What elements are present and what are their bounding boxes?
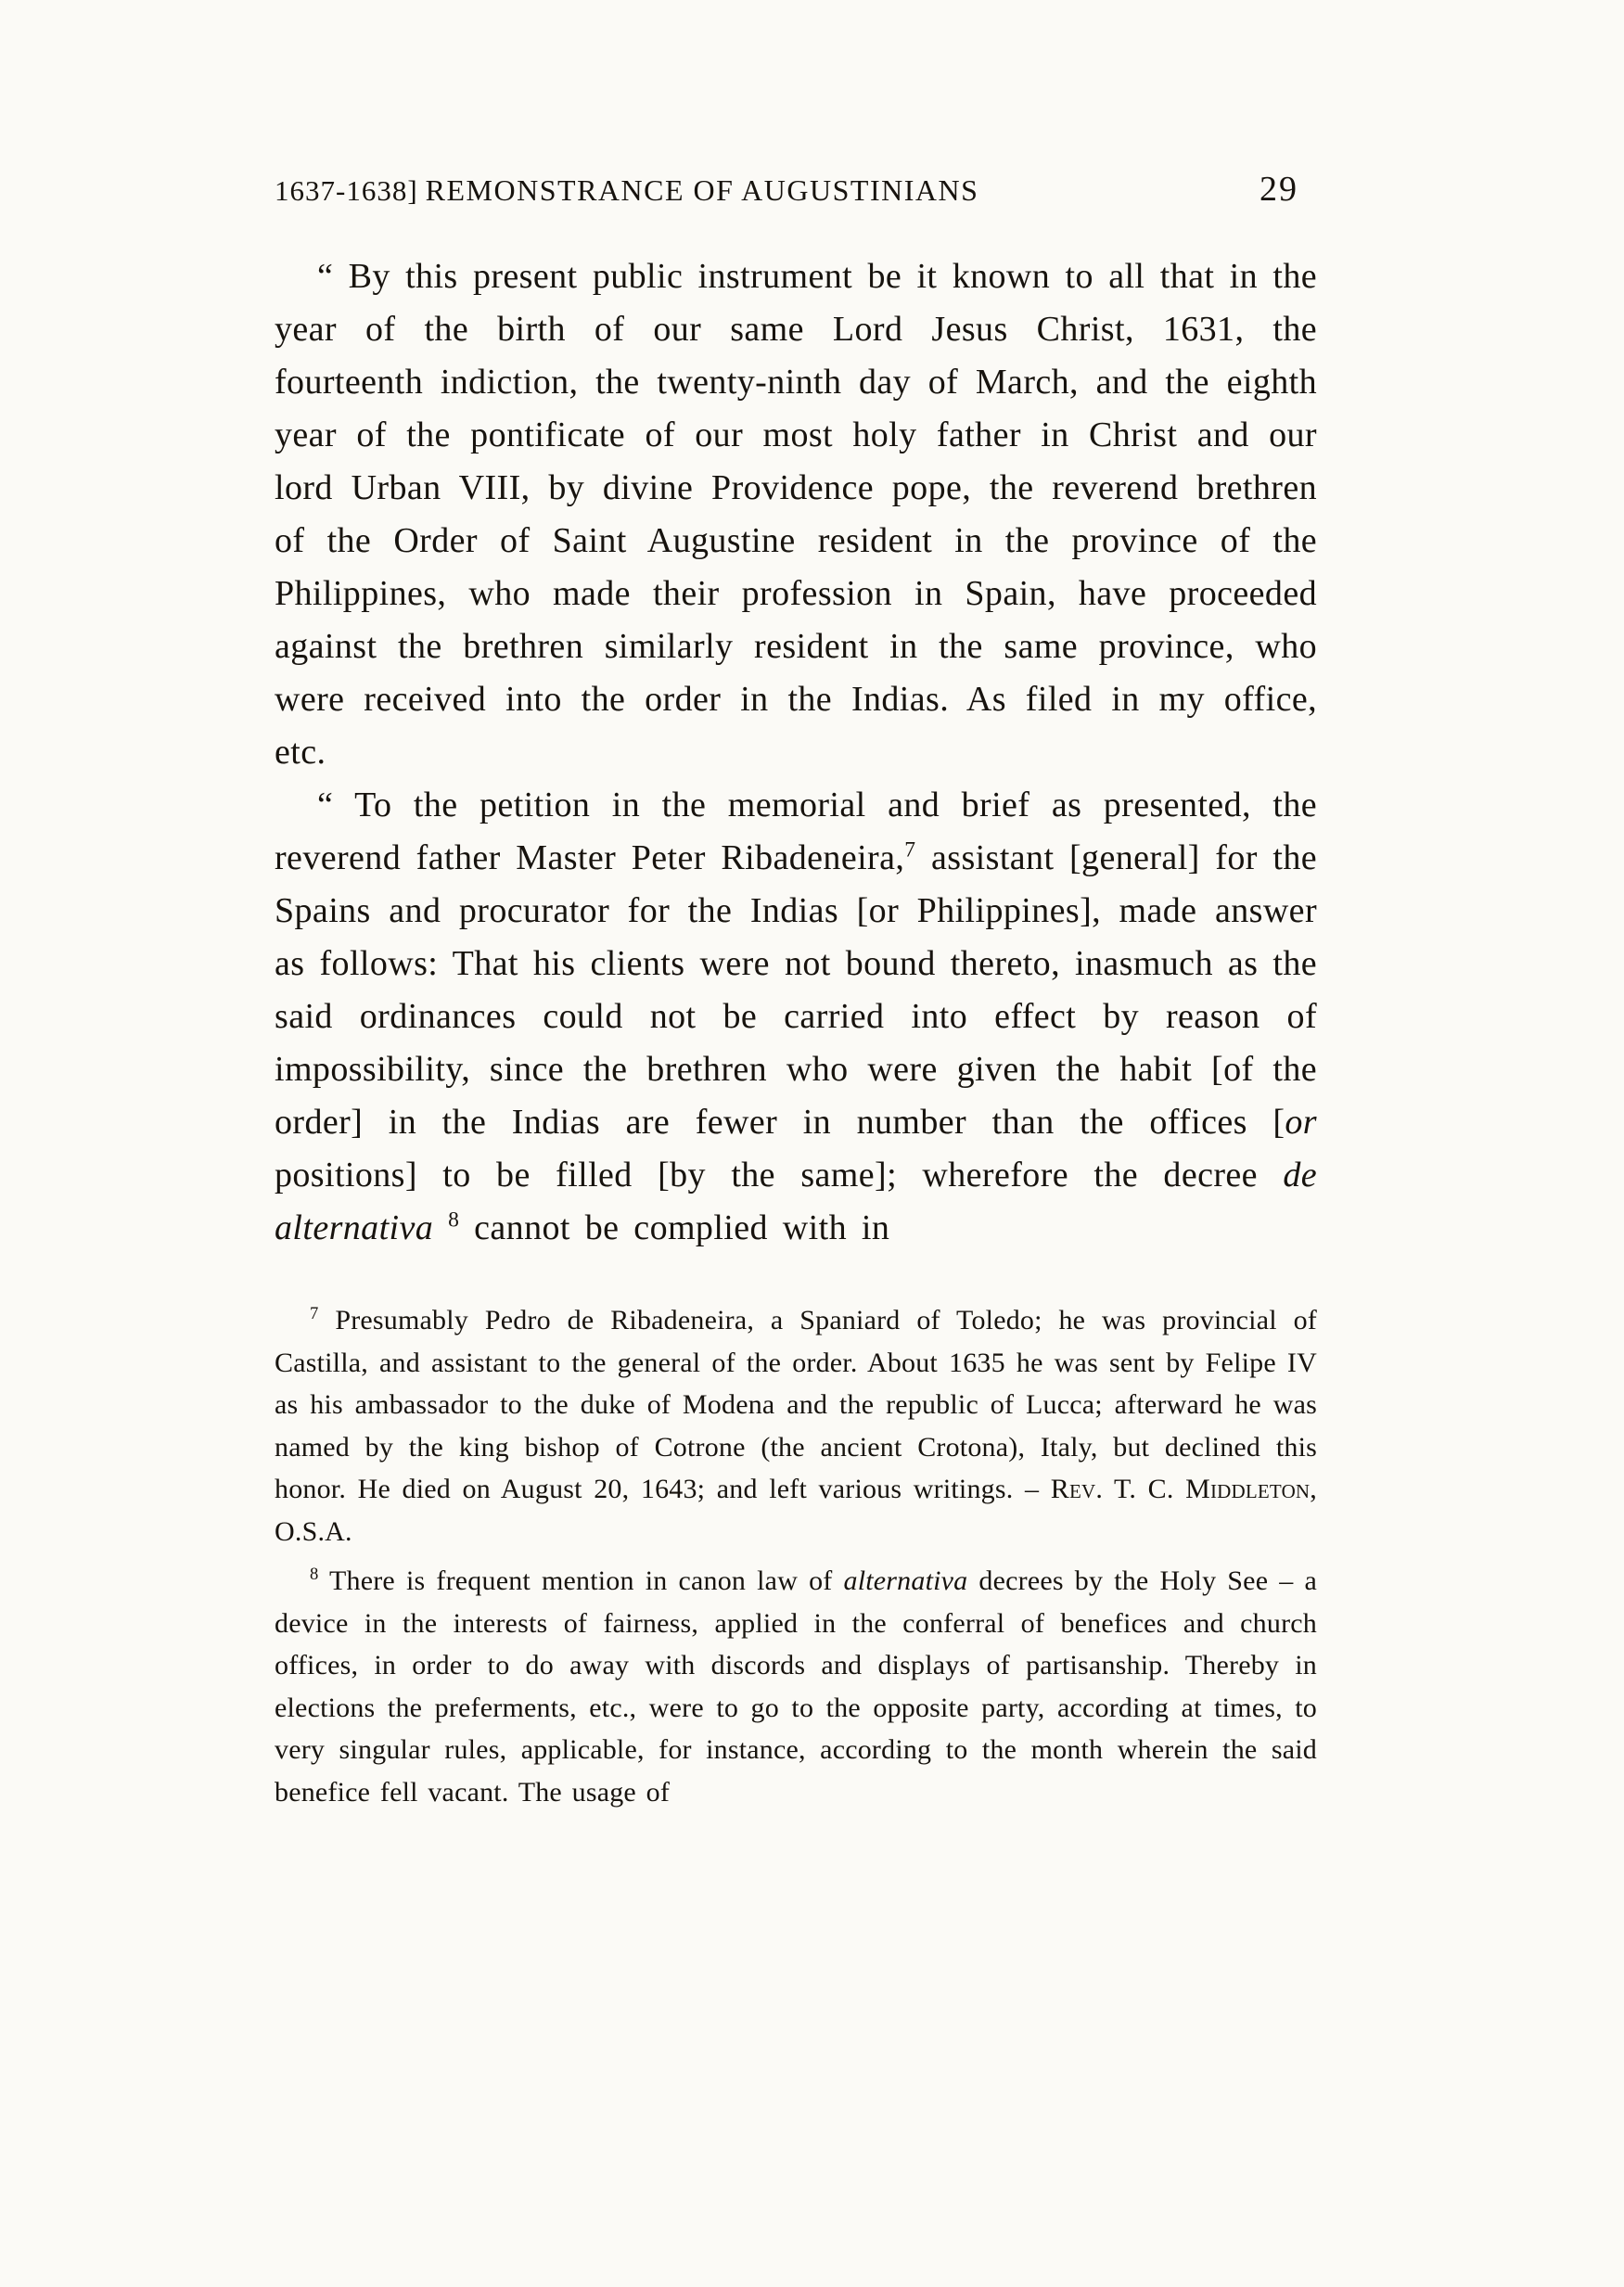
text-segment: Presumably Pedro de Ribadeneira, a Spaniard of Toledo; he was provincial of Castilla, and assistant to the general of the order. About 1635 he was sent by Felipe IV as his ambassador to the duke of Modena and the republic of Lucca; afterward he was named by the king bishop of Cotrone (the ancient Crotona), Italy, but declined this honor. He died on August 20, 1643; and left various writings. – xyxy=(275,1305,1317,1504)
text-segment: decrees by the Holy See – a device in the interests of fairness, applied in the conferral of benefices and church offices, in order to do away with discords and displays of partisanship. Thereby in elections the preferments, etc., were to go to the opposite party, according at times, to very singular rules, applicable, for instance, according to the month wherein the said benefice fell vacant. The usage of xyxy=(275,1565,1317,1808)
text-segment: “ By this present public instrument be it known to all that in the year of the birth of our same Lord Jesus Christ, 1631, the fourteenth indiction, the twenty-ninth day of March, and the eighth year of the pontificate of our most holy father in Christ and our lord Urban VIII, by divine Providence pope, the reverend brethren of the Order of Saint Augustine resident in the province of the Philippines, who made their profession in Spain, have proceeded against the brethren similarly resident in the same province, who were received into the order in the Indias. As filed in my office, etc. xyxy=(275,257,1317,772)
text-segment: , O.S.A. xyxy=(275,1474,1317,1547)
footnote-marker: 7 xyxy=(904,837,916,862)
footnote xyxy=(275,1299,1317,1552)
running-header xyxy=(275,169,1317,210)
header-year-range: 1637-1638] xyxy=(275,174,418,207)
text-segment: or xyxy=(1285,1103,1317,1142)
text-segment: cannot be complied with in xyxy=(459,1208,890,1247)
text-segment: assistant [general] for the Spains and procurator for the Indias [or Philippines], made answer as follows: That his clients were not bound thereto, inasmuch as the said ordinances could not be carried into effect by reason of impossibility, since the brethren who were given the habit [of the order] in the Indias are fewer in number than the offices [ xyxy=(275,838,1317,1142)
text-segment: Rev. T. C. Middleton xyxy=(1050,1474,1311,1504)
text-segment: positions] to be filled [by the same]; wherefore the decree xyxy=(275,1156,1284,1195)
text-segment: There is frequent mention in canon law of xyxy=(318,1565,844,1596)
page xyxy=(275,169,1317,1813)
text-segment: de alternativa xyxy=(275,1156,1317,1247)
footnote-marker: 8 xyxy=(310,1565,319,1584)
footnote-marker: 7 xyxy=(310,1304,319,1323)
text-segment: “ To the petition in the memorial and brief as presented, the reverend father Master Peter Ribadeneira, xyxy=(275,786,1317,877)
footnotes xyxy=(275,1299,1317,1813)
header-title: REMONSTRANCE OF AUGUSTINIANS xyxy=(425,173,979,207)
footnote xyxy=(275,1560,1317,1813)
body-text xyxy=(275,250,1317,1255)
text-segment: alternativa xyxy=(843,1565,968,1596)
paragraph xyxy=(275,250,1317,779)
footnote-marker: 8 xyxy=(448,1207,460,1233)
paragraph xyxy=(275,779,1317,1255)
page-number: 29 xyxy=(1260,170,1298,209)
